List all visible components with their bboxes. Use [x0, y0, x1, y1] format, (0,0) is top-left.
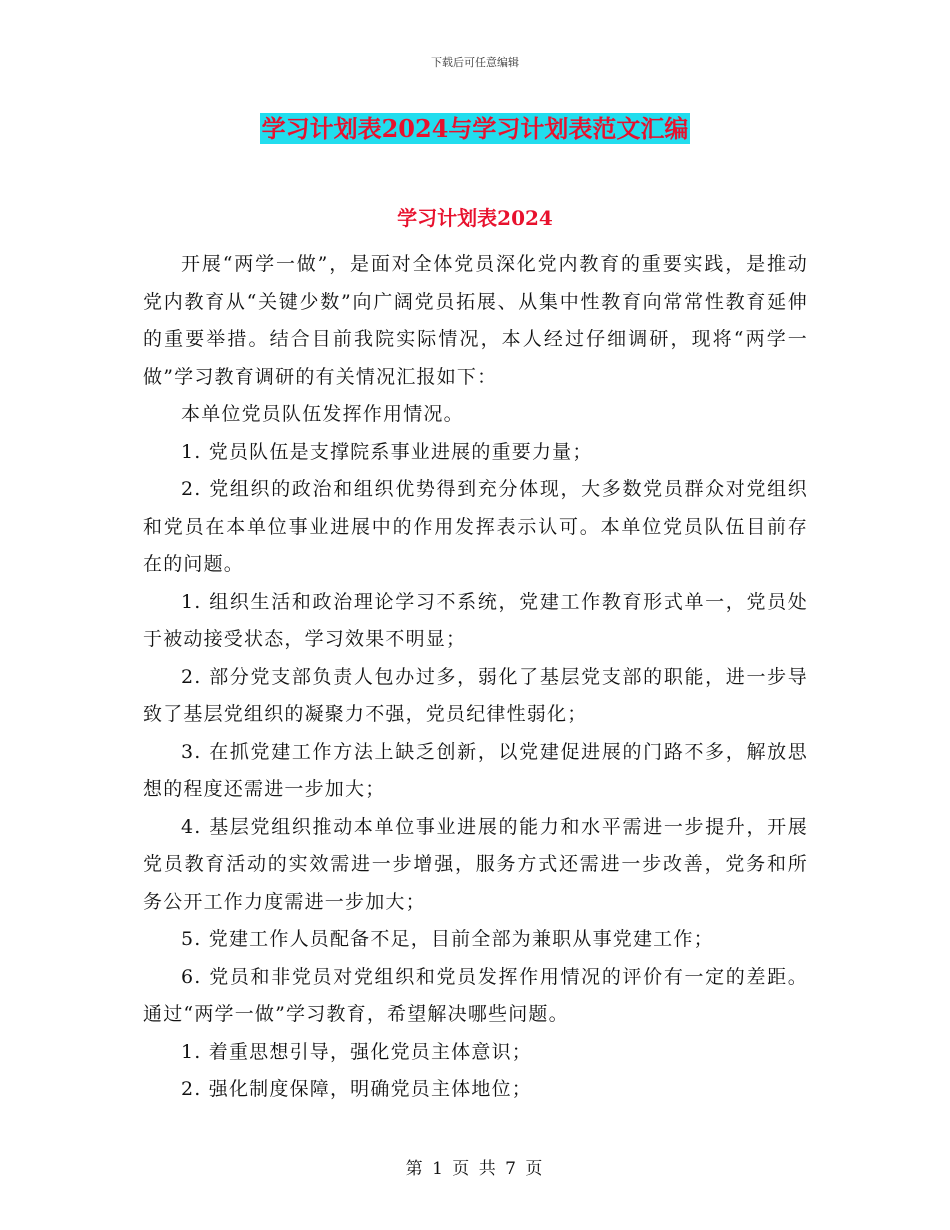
section-title: 学习计划表2024	[397, 206, 553, 230]
page-number: 第 1 页 共 7 页	[405, 1159, 545, 1179]
paragraph: 1. 着重思想引导，强化党员主体意识；	[181, 1040, 532, 1063]
body-text	[143, 246, 808, 1109]
document-title: 学习计划表2024与学习计划表范文汇编	[261, 114, 689, 143]
paragraph: 5. 党建工作人员配备不足，目前全部为兼职从事党建工作；	[181, 928, 714, 950]
paragraph: 开展“两学一做”，是面对全体党员深化党内教育的重要实践，是推动党内教育从“关键少数”向广阔党员拓展、从集中性教育向常常性教育延伸的重要举措。结合目前我院实际情况，本人经过仔细调研，现将“两学一做”学习教育调研的有关情况汇报如下：	[143, 253, 808, 388]
paragraph: 3. 在抓党建工作方法上缺乏创新，以党建促进展的门路不多，解放思想的程度还需进一步加大；	[143, 740, 808, 800]
paragraph: 2. 党组织的政治和组织优势得到充分体现，大多数党员群众对党组织和党员在本单位事业进展中的作用发挥表示认可。本单位党员队伍目前存在的问题。	[143, 478, 808, 575]
paragraph: 1. 组织生活和政治理论学习不系统，党建工作教育形式单一，党员处于被动接受状态，学习效果不明显；	[143, 590, 808, 650]
paragraph: 2. 强化制度保障，明确党员主体地位；	[181, 1078, 532, 1100]
paragraph: 4. 基层党组织推动本单位事业进展的能力和水平需进一步提升，开展党员教育活动的实效需进一步增强，服务方式还需进一步改善，党务和所务公开工作力度需进一步加大；	[143, 815, 808, 913]
paragraph: 6. 党员和非党员对党组织和党员发挥作用情况的评价有一定的差距。 通过“两学一做”学习教育，希望解决哪些问题。	[143, 965, 808, 1025]
paragraph: 1. 党员队伍是支撑院系事业进展的重要力量；	[181, 440, 593, 463]
header-note: 下载后可任意编辑	[431, 56, 519, 69]
paragraph: 本单位党员队伍发挥作用情况。	[181, 403, 464, 425]
document-title-block	[0, 112, 950, 146]
paragraph: 2. 部分党支部负责人包办过多，弱化了基层党支部的职能，进一步导致了基层党组织的凝聚力不强，党员纪律性弱化；	[143, 665, 808, 725]
